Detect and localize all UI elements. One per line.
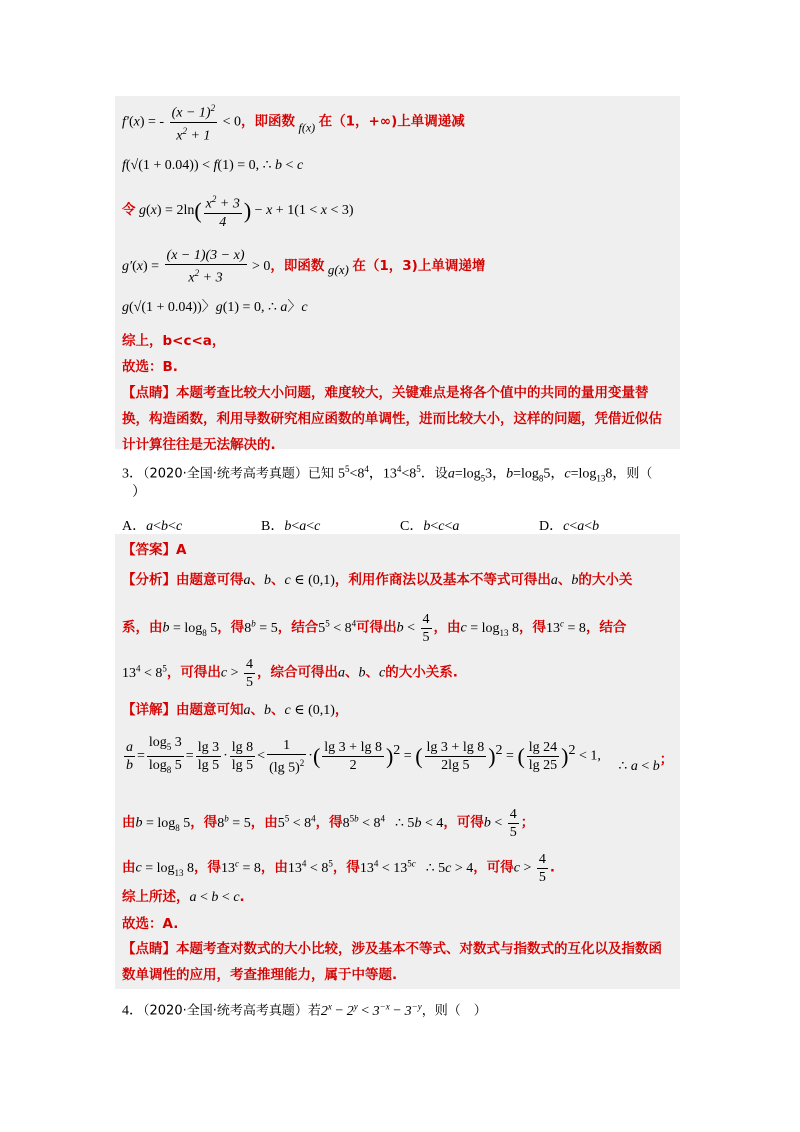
- summary-q2: 综上，b<c<a，: [122, 333, 226, 349]
- derivative-g-line: g′(x) = $\frac{(x - 1)(3 - x)}{x^2 + 3}$ > 0，即函数 g(x) 在（1，3)上单调递增: [122, 247, 486, 286]
- analysis-line-1: 【分析】由题意可得a、b、c ∈ (0,1)，利用作商法以及基本不等式可得出a、b的大小关: [122, 572, 633, 588]
- comment-q2: 【点睛】本题考查比较大小问题，难度较大，关键难点是将各个值中的共同的量用变量替换，构造函数，利用导数研究相应函数的单调性，进而比较大小，这样的问题，凭借近似估计计算往往是无法解决的.: [122, 385, 662, 453]
- analysis-line-2: 系，由$b = \log_8 5$，得$8^b = 5$，结合$5^5 < 8^4$可得出b < $\frac{4}{5}$ ，由$c = \log_{13} 8$，得$13^c = 8$，结合: [122, 611, 627, 645]
- detail-line-1: 【详解】由题意可知a、b、c ∈ (0,1)，: [122, 702, 349, 718]
- define-g-line: 令 g(x) = 2ln( $\frac{x^2 + 3}{4}$ ) − x + 1(1 < x < 3): [122, 190, 354, 231]
- detail-line-4: 由$c = \log_{13} 8$，得$13^c = 8$，由$13^4 < 8^5$，得$13^4 < 13^{5c}$ ∴ 5c > 4，可得c > $\frac{4}{5}$ .: [122, 851, 556, 885]
- question-4-stem: 4．（2020·全国·统考高考真题）若$2^x - 2^y < 3^{-x} - 3^{-y}$，则（ ）: [122, 1001, 487, 1019]
- derivative-f-line: f′(x) = - $\frac{(x - 1)^2}{x^2 + 1}$ < 0，即函数 f(x) 在（1，+∞)上单调递减: [122, 100, 465, 147]
- conclusion-q3: 综上所述，a < b < c.: [122, 889, 245, 905]
- choice-q3: 故选：A.: [122, 916, 179, 932]
- question-3-stem: 3．（2020·全国·统考高考真题）已知 $5^5<8^4$，$13^4<8^5$．设$a=\log_53$，$b=\log_85$，$c=\log_{13}8$，则（: [122, 464, 653, 484]
- choice-q2: 故选：B.: [122, 359, 178, 375]
- question-3-close: ）: [132, 485, 146, 500]
- option-d[interactable]: D．c<a<b: [539, 519, 600, 534]
- compare-g-line: g(√(1 + 0.04))〉g(1) = 0, ∴ a〉c: [122, 300, 308, 315]
- option-a[interactable]: A．a<b<c: [122, 519, 183, 534]
- detail-line-3: 由$b = \log_8 5$，得$8^b = 5$，由$5^5 < 8^4$，得$8^{5b} < 8^4$ ∴ 5b < 4，可得b < $\frac{4}{5}$ ；: [122, 806, 535, 840]
- analysis-line-3: $13^4 < 8^5$，可得出c > $\frac{4}{5}$ ，综合可得出a、b、c的大小关系.: [122, 656, 458, 690]
- comment-q3: 【点睛】本题考查对数式的大小比较，涉及基本不等式、对数式与指数式的互化以及指数函数单调性的应用，考查推理能力，属于中等题.: [122, 941, 662, 983]
- option-c[interactable]: C．b<c<a: [400, 519, 460, 534]
- compare-f-line: f(√(1 + 0.04)) < f(1) = 0, ∴ b < c: [122, 158, 304, 173]
- answer-q3: 【答案】A: [122, 542, 187, 558]
- detail-line-2: $\frac{a}{b}$ = $\frac{\log_5 3}{\log_8 5}$ = $\frac{\lg 3}{\lg 5}$ · $\frac{\lg 8}{\lg 5}$ < $\frac{1}{(\lg 5)^2}$ ·( $\frac{\lg 3 + \lg 8}{2}$ )$^2$ = ( $\frac{\lg 3 + \lg 8}{2\lg 5}$ )$^2$ = ( $\frac{\lg 24}{\lg 25}$ )$^2$ < 1, ∴ a < b；: [126, 735, 674, 776]
- option-b[interactable]: B．b<a<c: [261, 519, 321, 534]
